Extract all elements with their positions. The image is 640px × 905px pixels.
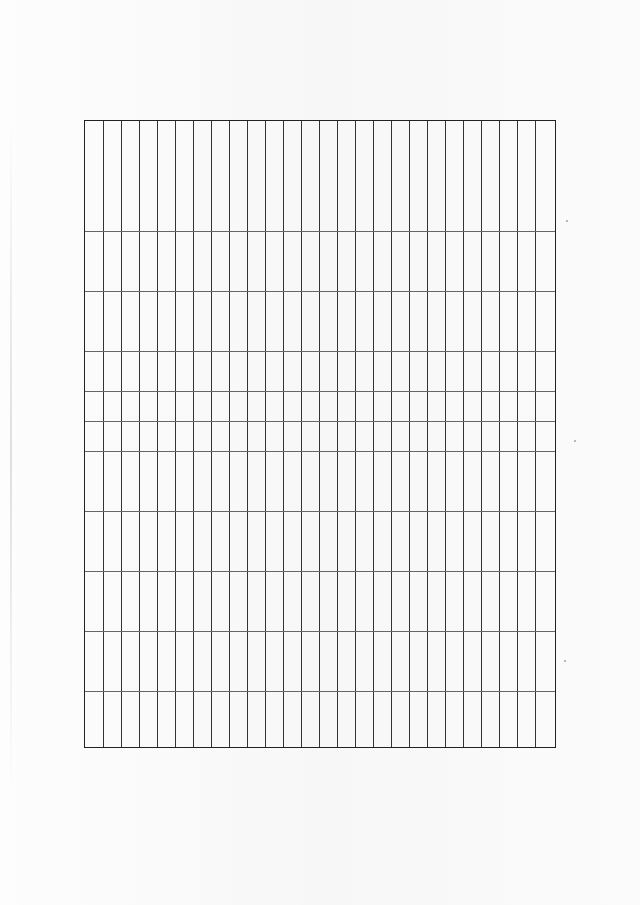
table-rule — [85, 291, 555, 292]
table-rule — [193, 121, 194, 747]
table-rule — [85, 451, 555, 452]
table-rule — [85, 351, 555, 352]
page-edge-shadow — [10, 115, 12, 795]
table-rule — [85, 631, 555, 632]
table-rule — [175, 121, 176, 747]
table-rule — [535, 121, 536, 747]
table-rule — [373, 121, 374, 747]
table-rule — [247, 121, 248, 747]
table-rule — [427, 121, 428, 747]
table-rule — [355, 121, 356, 747]
table-rule — [229, 121, 230, 747]
table-rule — [391, 121, 392, 747]
table-rule — [103, 121, 104, 747]
table-rule — [157, 121, 158, 747]
table-rule — [85, 391, 555, 392]
table-rule — [85, 421, 555, 422]
table-rule — [211, 121, 212, 747]
table-rule — [139, 121, 140, 747]
table-rule — [409, 121, 410, 747]
table-rule — [337, 121, 338, 747]
table-rule — [85, 571, 555, 572]
table-rule — [319, 121, 320, 747]
table-rule — [445, 121, 446, 747]
table-rule — [121, 121, 122, 747]
table-rule — [499, 121, 500, 747]
table-rule — [481, 121, 482, 747]
table-rule — [85, 691, 555, 692]
table-rule — [463, 121, 464, 747]
table-rule — [265, 121, 266, 747]
table-rule — [85, 231, 555, 232]
table-rule — [301, 121, 302, 747]
table-rule — [85, 511, 555, 512]
table-rule — [517, 121, 518, 747]
data-table — [84, 120, 556, 748]
scan-noise — [560, 180, 590, 700]
table-rule — [283, 121, 284, 747]
